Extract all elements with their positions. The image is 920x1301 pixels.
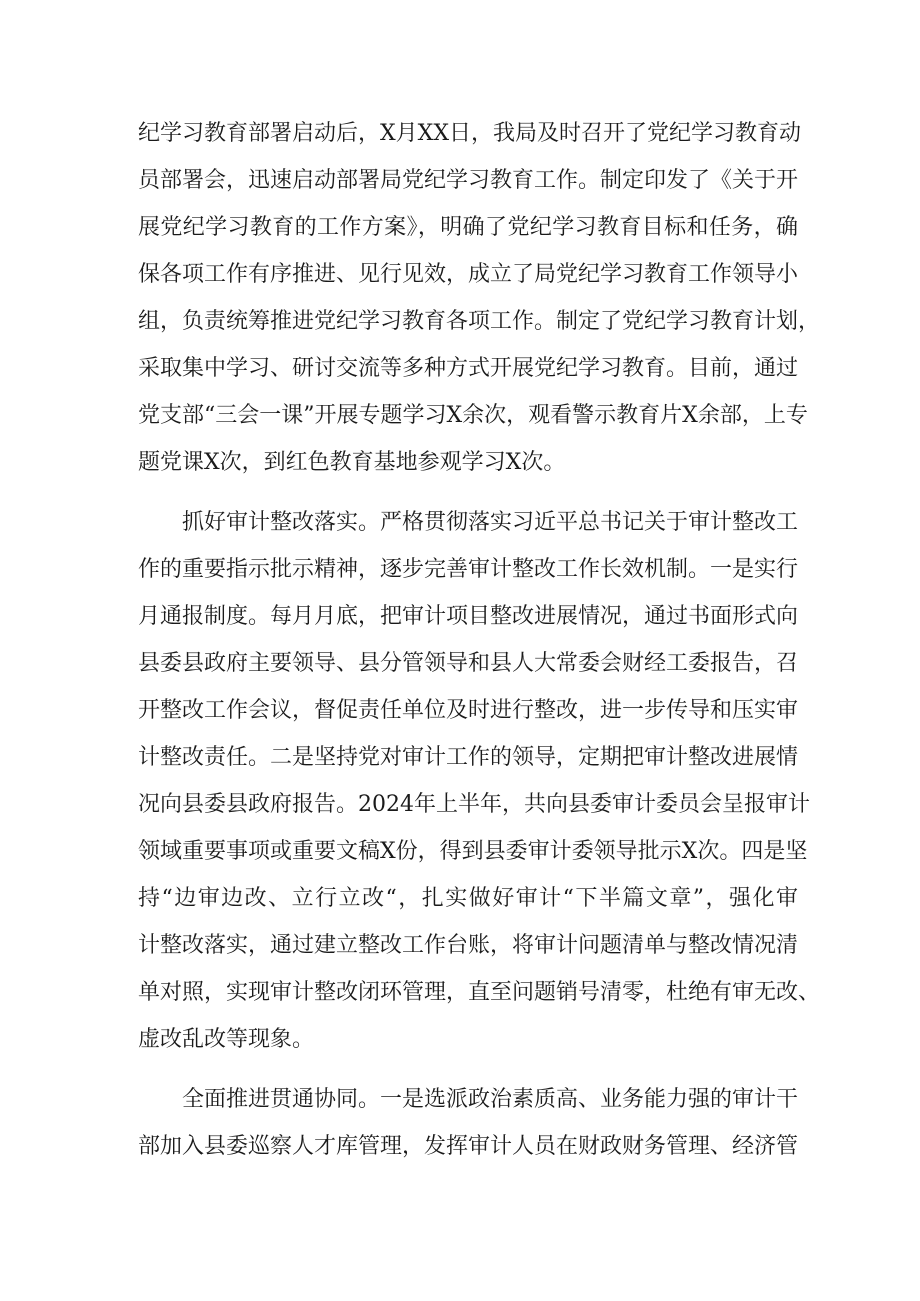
- text-line: 作的重要指示批示精神，逐步完善审计整改工作长效机制。一是实行: [138, 557, 799, 582]
- paragraph-spacer: [138, 486, 798, 499]
- text-line: 采取集中学习、研讨交流等多种方式开展党纪学习教育。目前，通过: [138, 356, 799, 381]
- paragraph-audit-rectification: [138, 499, 821, 1063]
- text-line: 展党纪学习教育的工作方案》，明确了党纪学习教育目标和任务，确: [138, 215, 798, 240]
- text-line: 抓好审计整改落实。严格贯彻落实习近平总书记关于审计整改工: [182, 510, 799, 535]
- text-line: 计整改落实，通过建立整改工作台账，将审计问题清单与整改情况清: [138, 933, 799, 958]
- text-line: 单对照，实现审计整改闭环管理，直至问题销号清零，杜绝有审无改、: [138, 980, 821, 1005]
- text-line: 县委县政府主要领导、县分管领导和县人大常委会财经工委报告，召: [138, 651, 799, 676]
- text-line: 部加入县委巡察人才库管理，发挥审计人员在财政财务管理、经济管: [138, 1134, 799, 1159]
- text-line: 保各项工作有序推进、见行见效，成立了局党纪学习教育工作领导小: [138, 262, 799, 287]
- paragraph-party-discipline-education: [138, 110, 821, 486]
- text-line: 开整改工作会议，督促责任单位及时进行整改，进一步传导和压实审: [138, 698, 799, 723]
- document-body: [138, 110, 821, 1170]
- text-line: 计整改责任。二是坚持党对审计工作的领导，定期把审计整改进展情: [138, 745, 799, 770]
- text-line: 况向县委县政府报告。2024年上半年，共向县委审计委员会呈报审计: [138, 792, 810, 817]
- text-line: 党支部“三会一课”开展专题学习X余次，观看警示教育片X余部，上专: [138, 403, 808, 428]
- text-line: 员部署会，迅速启动部署局党纪学习教育工作。制定印发了《关于开: [138, 168, 799, 193]
- text-line: 组，负责统筹推进党纪学习教育各项工作。制定了党纪学习教育计划，: [138, 309, 821, 334]
- text-line: 持“边审边改、立行立改“，扎实做好审计“下半篇文章”，强化审: [138, 886, 798, 911]
- paragraph-coordination: [138, 1076, 798, 1170]
- text-line: 月通报制度。每月月底，把审计项目整改进展情况，通过书面形式向: [138, 604, 799, 629]
- text-line: 虚改乱改等现象。: [138, 1027, 315, 1052]
- text-line: 全面推进贯通协同。一是选派政治素质高、业务能力强的审计干: [182, 1087, 799, 1112]
- paragraph-spacer: [138, 1063, 798, 1076]
- text-line: 题党课X次，到红色教育基地参观学习X次。: [138, 450, 566, 475]
- text-line: 纪学习教育部署启动后，X月XX日，我局及时召开了党纪学习教育动: [138, 121, 801, 146]
- text-line: 领域重要事项或重要文稿X份，得到县委审计委领导批示X次。四是坚: [138, 839, 808, 864]
